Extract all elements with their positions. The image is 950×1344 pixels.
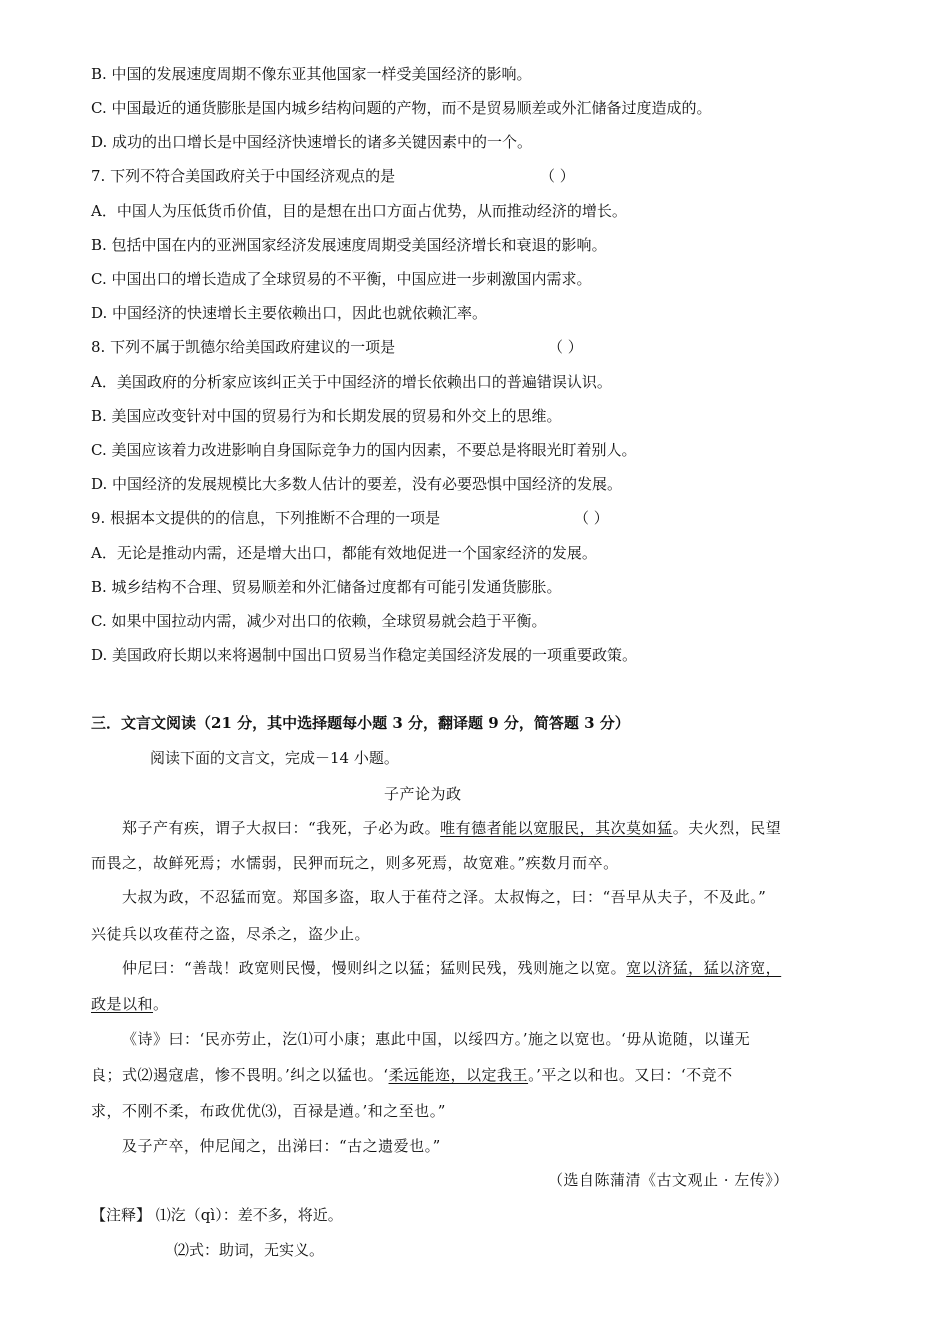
q8-option-b: B. 美国应改变针对中国的贸易行为和长期发展的贸易和外交上的思维。	[91, 407, 562, 425]
q7-stem: 7. 下列不符合美国政府关于中国经济观点的是	[91, 167, 396, 185]
passage-paragraph-1	[122, 818, 781, 838]
section-heading: 三．文言文阅读（21 分，其中选择题每小题 3 分，翻译题 9 分，简答题 3 分）	[91, 714, 630, 732]
paragraph-1-text: 郑子产有疾，谓子大叔曰：“我死，子必为政。	[122, 819, 441, 837]
paragraph-4-text-cont: 。’平之以和也。又曰：‘不竞不	[528, 1066, 733, 1084]
q7-option-b: B. 包括中国在内的亚洲国家经济发展速度周期受美国经济增长和衰退的影响。	[91, 236, 607, 254]
passage-paragraph-4-line-3: 求，不刚不柔，布政优优⑶，百禄是遒。’和之至也。”	[91, 1102, 446, 1120]
q7-option-a: A．中国人为压低货币价值，目的是想在出口方面占优势，从而推动经济的增长。	[91, 202, 627, 220]
passage-paragraph-3-line-2	[91, 994, 169, 1014]
passage-title: 子产论为政	[384, 785, 462, 803]
paragraph-4-text: 良；式⑵遏寇虐，惨不畏明。’纠之以猛也。‘	[91, 1066, 389, 1084]
q9-option-d: D. 美国政府长期以来将遏制中国出口贸易当作稳定美国经济发展的一项重要政策。	[91, 646, 638, 664]
paragraph-3-end: 。	[153, 995, 169, 1013]
paragraph-3-text: 仲尼曰：“善哉！政宽则民慢，慢则纠之以猛；猛则民残，残则施之以宽。	[122, 959, 627, 977]
q9-answer-paren: （ ）	[574, 509, 609, 527]
q9-option-b: B. 城乡结构不合理、贸易顺差和外汇储备过度都有可能引发通货膨胀。	[91, 578, 562, 596]
paragraph-1-text-cont: 。夫火烈，民望	[672, 819, 782, 837]
note-2: ⑵式：助词，无实义。	[174, 1241, 325, 1259]
q7-answer-paren: （ ）	[540, 167, 575, 185]
passage-source: （选自陈蒲清《古文观止 · 左传》）	[548, 1171, 789, 1189]
passage-paragraph-2-line-2: 兴徒兵以攻萑苻之盗，尽杀之，盗少止。	[91, 925, 371, 943]
note-1: ⑴汔（qì）：差不多，将近。	[155, 1206, 343, 1224]
q6-option-d: D. 成功的出口增长是中国经济快速增长的诸多关键因素中的一个。	[91, 133, 533, 151]
notes-line-1	[91, 1205, 343, 1225]
underlined-sentence-1: 唯有德者能以宽服民，其次莫如猛	[440, 819, 673, 837]
passage-paragraph-5: 及子产卒，仲尼闻之，出涕曰：“古之遗爱也。”	[122, 1137, 441, 1155]
q9-option-a: A．无论是推动内需，还是增大出口，都能有效地促进一个国家经济的发展。	[91, 544, 597, 562]
q9-stem: 9. 根据本文提供的的信息，下列推断不合理的一项是	[91, 509, 441, 527]
reading-instruction: 阅读下面的文言文，完成－14 小题。	[150, 749, 399, 767]
underlined-sentence-2: 宽以济猛，猛以济宽，	[626, 959, 782, 977]
passage-paragraph-4-line-2	[91, 1065, 733, 1085]
underlined-sentence-2-cont: 政是以和	[91, 995, 154, 1013]
passage-paragraph-1-line-2: 而畏之，故鲜死焉；水懦弱，民狎而玩之，则多死焉，故宽难。”疾数月而卒。	[91, 854, 619, 872]
q8-answer-paren: （ ）	[548, 338, 583, 356]
q7-option-d: D. 中国经济的快速增长主要依赖出口，因此也就依赖汇率。	[91, 304, 488, 322]
passage-paragraph-4: 《诗》曰：‘民亦劳止，汔⑴可小康；惠此中国，以绥四方。’施之以宽也。‘毋从诡随，以谨无	[122, 1030, 751, 1048]
notes-label: 【注释】	[91, 1206, 152, 1224]
q8-option-c: C. 美国应该着力改进影响自身国际竞争力的国内因素，不要总是将眼光盯着别人。	[91, 441, 637, 459]
q6-option-c: C. 中国最近的通货膨胀是国内城乡结构问题的产物，而不是贸易顺差或外汇储备过度造成的。	[91, 99, 712, 117]
underlined-sentence-3: 柔远能迩，以定我王	[388, 1066, 529, 1084]
passage-paragraph-2: 大叔为政，不忍猛而宽。郑国多盗，取人于萑苻之泽。太叔悔之，曰：“吾早从夫子，不及此。”	[122, 888, 767, 906]
q8-option-d: D. 中国经济的发展规模比大多数人估计的要差，没有必要恐惧中国经济的发展。	[91, 475, 623, 493]
q8-stem: 8. 下列不属于凯德尔给美国政府建议的一项是	[91, 338, 396, 356]
q7-option-c: C. 中国出口的增长造成了全球贸易的不平衡，中国应进一步刺激国内需求。	[91, 270, 592, 288]
q9-option-c: C. 如果中国拉动内需，减少对出口的依赖，全球贸易就会趋于平衡。	[91, 612, 547, 630]
passage-paragraph-3	[122, 958, 781, 978]
q6-option-b: B. 中国的发展速度周期不像东亚其他国家一样受美国经济的影响。	[91, 65, 532, 83]
q8-option-a: A．美国政府的分析家应该纠正关于中国经济的增长依赖出口的普遍错误认识。	[91, 373, 612, 391]
